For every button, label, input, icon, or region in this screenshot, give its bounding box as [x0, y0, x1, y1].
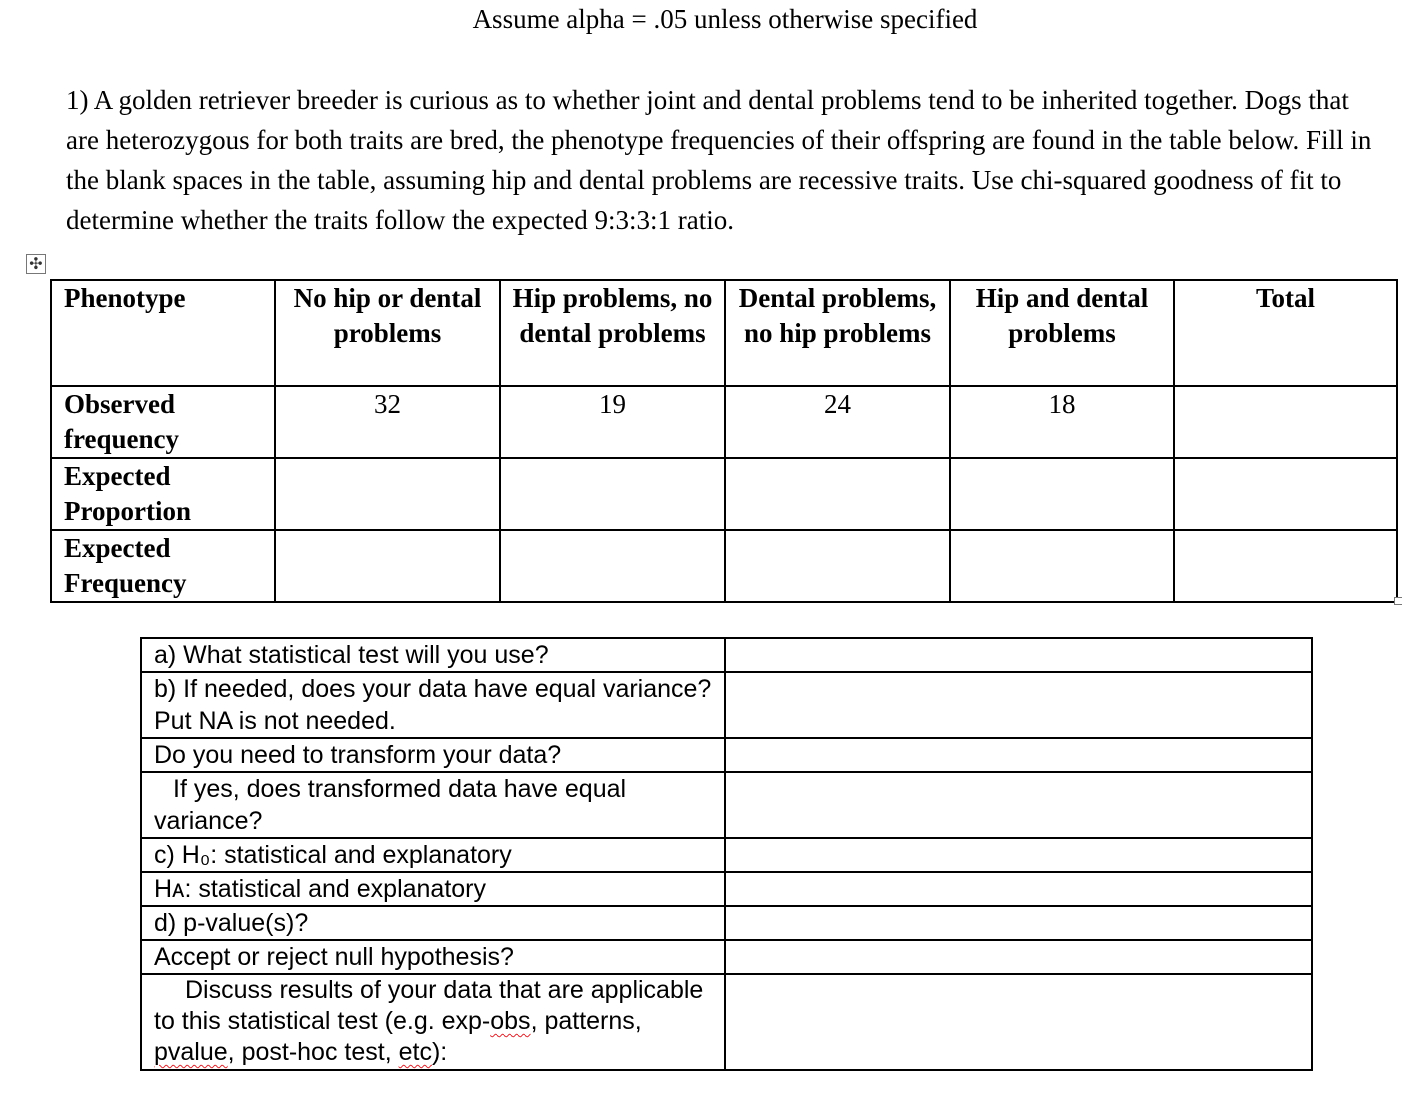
discuss-text-4: ): — [431, 1038, 448, 1066]
expected-proportion-total[interactable] — [1174, 458, 1397, 530]
question-b-transformed — [141, 772, 725, 838]
question-b-transform: Do you need to transform your data? — [141, 738, 725, 772]
header-dental-no-hip: Dental problems, no hip problems — [725, 280, 950, 386]
answer-d-accept[interactable] — [725, 940, 1312, 974]
answer-b[interactable] — [725, 672, 1312, 738]
expected-frequency-no-hip-or-dental[interactable] — [275, 530, 500, 602]
question-a: a) What statistical test will you use? — [141, 638, 725, 672]
expected-frequency-dental-no-hip[interactable] — [725, 530, 950, 602]
observed-no-hip-or-dental[interactable]: 32 — [275, 386, 500, 458]
observed-frequency-row — [51, 386, 1397, 458]
observed-total[interactable] — [1174, 386, 1397, 458]
answer-c-h0[interactable] — [725, 838, 1312, 872]
qa-row-discuss — [141, 974, 1312, 1070]
expected-proportion-row — [51, 458, 1397, 530]
expected-frequency-hip-no-dental[interactable] — [500, 530, 725, 602]
qa-row-c-h0 — [141, 838, 1312, 872]
phenotype-table — [50, 279, 1398, 603]
row-label-expected-frequency: Expected Frequency — [51, 530, 275, 602]
question-text: 1) A golden retriever breeder is curious as to whether joint and dental problems tend to be inherited together. Dogs that are heterozygous for both traits are bred, the phenotype frequencies of their offspring are found in the table below. Fill in the blank spaces in the table, assuming hip and dental problems are recessive traits. Use chi-squared goodness of fit to determine whether the traits follow the expected 9:3:3:1 ratio. — [66, 85, 1372, 235]
answer-discuss[interactable] — [725, 974, 1312, 1070]
question-b: b) If needed, does your data have equal variance? Put NA is not needed. — [141, 672, 725, 738]
question-c-h0: c) H₀: statistical and explanatory — [141, 838, 725, 872]
expected-frequency-total[interactable] — [1174, 530, 1397, 602]
expected-frequency-hip-and-dental[interactable] — [950, 530, 1174, 602]
observed-hip-and-dental[interactable]: 18 — [950, 386, 1174, 458]
answer-a[interactable] — [725, 638, 1312, 672]
header-hip-and-dental: Hip and dental problems — [950, 280, 1174, 386]
answer-b-transform[interactable] — [725, 738, 1312, 772]
table-move-handle-icon[interactable]: ✣ — [26, 254, 46, 274]
question-d: d) p-value(s)? — [141, 906, 725, 940]
discuss-text-1: Discuss results of your data that are applicable to this statistical test (e.g. exp- — [154, 976, 704, 1035]
observed-hip-no-dental[interactable]: 19 — [500, 386, 725, 458]
header-no-hip-or-dental: No hip or dental problems — [275, 280, 500, 386]
question-discuss — [141, 974, 725, 1070]
expected-proportion-hip-no-dental[interactable] — [500, 458, 725, 530]
discuss-text-2: , patterns, — [530, 1007, 642, 1035]
qa-row-d-accept — [141, 940, 1312, 974]
row-label-expected-proportion: Expected Proportion — [51, 458, 275, 530]
observed-dental-no-hip[interactable]: 24 — [725, 386, 950, 458]
question-d-accept: Accept or reject null hypothesis? — [141, 940, 725, 974]
discuss-text-3: , post-hoc test, — [227, 1038, 399, 1066]
header-total: Total — [1174, 280, 1397, 386]
alpha-header: Assume alpha = .05 unless otherwise specified — [472, 4, 978, 34]
discuss-obs: obs — [490, 1007, 531, 1035]
discuss-etc: etc — [398, 1038, 432, 1066]
qa-row-c-ha — [141, 872, 1312, 906]
qa-row-a — [141, 638, 1312, 672]
qa-row-b-transformed — [141, 772, 1312, 838]
expected-frequency-row — [51, 530, 1397, 602]
answer-d[interactable] — [725, 906, 1312, 940]
qa-row-b-transform — [141, 738, 1312, 772]
question-c-ha: Hᴀ: statistical and explanatory — [141, 872, 725, 906]
phenotype-header-row — [51, 280, 1397, 386]
qa-row-d — [141, 906, 1312, 940]
header-phenotype: Phenotype — [51, 280, 275, 386]
question-b-transformed-line1: If yes, does transformed data have equal — [173, 775, 627, 803]
expected-proportion-hip-and-dental[interactable] — [950, 458, 1174, 530]
expected-proportion-dental-no-hip[interactable] — [725, 458, 950, 530]
table-resize-handle[interactable] — [1394, 597, 1402, 605]
answer-c-ha[interactable] — [725, 872, 1312, 906]
row-label-observed: Observed frequency — [51, 386, 275, 458]
questions-table — [140, 637, 1313, 1071]
answer-b-transformed[interactable] — [725, 772, 1312, 838]
expected-proportion-no-hip-or-dental[interactable] — [275, 458, 500, 530]
discuss-pvalue: pvalue — [154, 1038, 228, 1066]
qa-row-b — [141, 672, 1312, 738]
question-b-transformed-line2: variance? — [154, 807, 263, 835]
header-hip-no-dental: Hip problems, no dental problems — [500, 280, 725, 386]
